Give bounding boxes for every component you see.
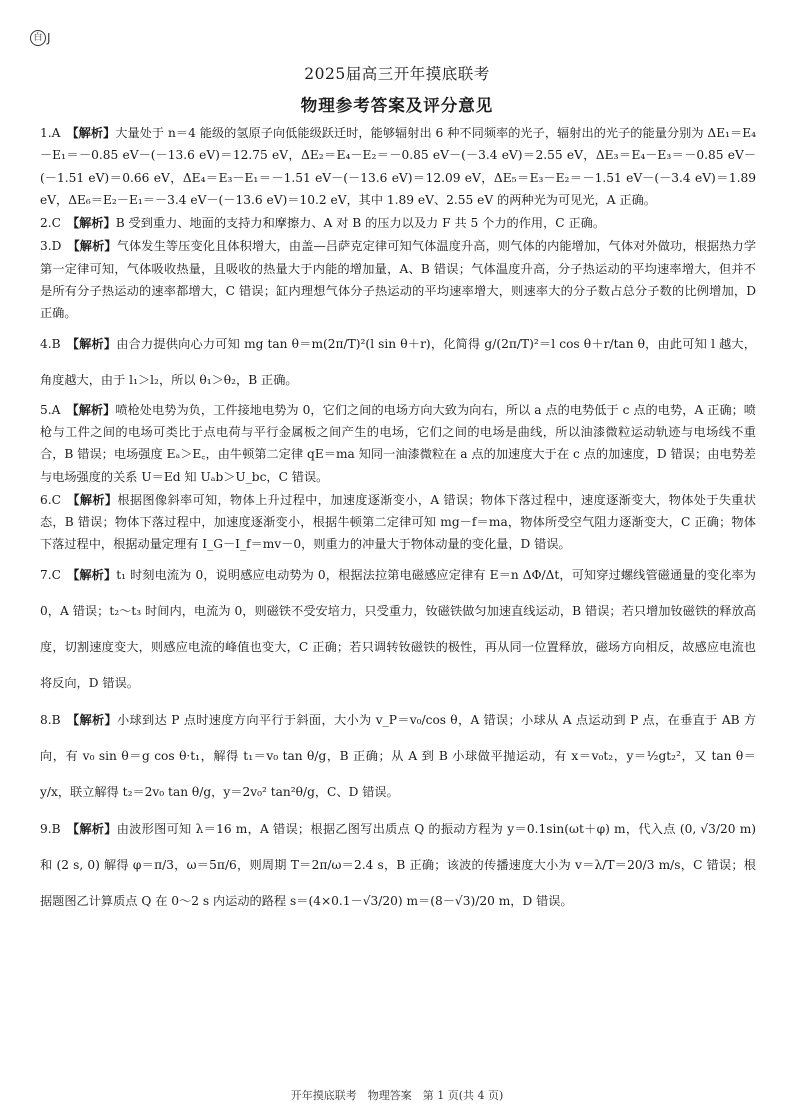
answer-item-7: 7.C 【解析】t₁ 时刻电流为 0，说明感应电动势为 0，根据法拉第电磁感应定律有 E＝n ΔΦ/Δt，可知穿过螺线管磁通量的变化率为 0，A 错误；t₂～t₃ 时间内，电流为 0，则磁铁不受安培力，只受重力，钕磁铁做匀加速直线运动，B 错误；若只增加钕磁铁的释放高度，切割速度变大，则感应电流的峰值也变大，C 正确；若只调转钕磁铁的极性，再从同一位置释放，磁场方向相反，故感应电流也将反向，D 错误。 bbox=[40, 567, 756, 690]
answer-text: 由合力提供向心力可知 mg tan θ＝m(2π/T)²(l sin θ＋r)，化简得 g/(2π/T)²＝l cos θ＋r/tan θ，由此可知 l 越大，角度越大，由于 l₁＞l₂，所以 θ₁＞θ₂，B 正确。 bbox=[40, 336, 756, 387]
answer-item-8: 8.B 【解析】小球到达 P 点时速度方向平行于斜面，大小为 v_P＝v₀/cos θ，A 错误；小球从 A 点运动到 P 点，在垂直于 AB 方向，有 v₀ sin θ＝g cos θ·t₁，解得 t₁＝v₀ tan θ/g，B 正确；从 A 到 B 小球做平抛运动，有 x＝v₀t₂，y＝½gt₂²，又 tan θ＝y/x，联立解得 t₂＝2v₀ tan θ/g，y＝2v₀² tan²θ/g，C、D 错误。 bbox=[40, 712, 757, 799]
school-logo: 白 J bbox=[30, 30, 51, 46]
answer-list bbox=[40, 122, 756, 920]
answer-text: 小球到达 P 点时速度方向平行于斜面，大小为 v_P＝v₀/cos θ，A 错误；小球从 A 点运动到 P 点，在垂直于 AB 方向，有 v₀ sin θ＝g cos θ·t₁，解得 t₁＝v₀ tan θ/g，B 正确；从 A 到 B 小球做平抛运动，有 x＝v₀t₂，y＝½gt₂²，又 tan θ＝y/x，联立解得 t₂＝2v₀ tan θ/g，y＝2v₀² tan²θ/g，C、D 错误。 bbox=[40, 712, 757, 799]
answer-item-9: 9.B 【解析】由波形图可知 λ＝16 m，A 错误；根据乙图写出质点 Q 的振动方程为 y＝0.1sin(ωt＋φ) m，代入点 (0, √3/20 m) 和 (2 s, 0) 解得 φ＝π/3，ω＝5π/6，则周期 T＝2π/ω＝2.4 s，B 正确；该波的传播速度大小为 v＝λ/T＝20/3 m/s，C 错误；根据题图乙计算质点 Q 在 0～2 s 内运动的路程 s＝(4×0.1－√3/20) m＝(8－√3)/20 m，D 错误。 bbox=[40, 821, 756, 908]
logo-circle-icon: 白 bbox=[30, 30, 46, 46]
answer-text: 喷枪处电势为负，工件接地电势为 0，它们之间的电场方向大致为向右，所以 a 点的电势低于 c 点的电势，A 正确；喷枪与工件之间的电场可类比于点电荷与平行金属板之间产生的电场，它们之间的电场是曲线，所以油漆微粒运动轨迹与电场线不重合，B 错误；电场强度 Eₐ＞E꜀，由牛顿第二定律 qE＝ma 知同一油漆微粒在 a 点的加速度大于在 c 点的加速度，D 错误；由电势差与电场强度的关系 U＝Ed 知 Uₐb＞U_bc，C 错误。 bbox=[40, 402, 756, 484]
answer-text: B 受到重力、地面的支持力和摩擦力、A 对 B 的压力以及力 F 共 5 个力的作用，C 正确。 bbox=[115, 216, 606, 231]
answer-item-2: 2.C 【解析】B 受到重力、地面的支持力和摩擦力、A 对 B 的压力以及力 F 共 5 个力的作用，C 正确。 bbox=[40, 216, 606, 231]
answer-text: t₁ 时刻电流为 0，说明感应电动势为 0，根据法拉第电磁感应定律有 E＝n ΔΦ/Δt，可知穿过螺线管磁通量的变化率为 0，A 错误；t₂～t₃ 时间内，电流为 0，则磁铁不受安培力，只受重力，钕磁铁做匀加速直线运动，B 错误；若只增加钕磁铁的释放高度，切割速度变大，则感应电流的峰值也变大，C 正确；若只调转钕磁铁的极性，再从同一位置释放，磁场方向相反，故感应电流也将反向，D 错误。 bbox=[40, 567, 756, 690]
document-title: 物理参考答案及评分意见 bbox=[300, 96, 494, 115]
answer-text: 由波形图可知 λ＝16 m，A 错误；根据乙图写出质点 Q 的振动方程为 y＝0.1sin(ωt＋φ) m，代入点 (0, √3/20 m) 和 (2 s, 0) 解得 φ＝π/3，ω＝5π/6，则周期 T＝2π/ω＝2.4 s，B 正确；该波的传播速度大小为 v＝λ/T＝20/3 m/s，C 错误；根据题图乙计算质点 Q 在 0～2 s 内运动的路程 s＝(4×0.1－√3/20) m＝(8－√3)/20 m，D 错误。 bbox=[40, 821, 756, 908]
answer-item-3: 3.D 【解析】气体发生等压变化且体积增大，由盖—吕萨克定律可知气体温度升高，则气体的内能增加，气体对外做功，根据热力学第一定律可知，气体吸收热量，且吸收的热量大于内能的增加量，A、B 错误；气体温度升高，分子热运动的平均速率增大，但并不是所有分子热运动的速率都增大，C 错误；缸内理想气体分子热运动的平均速率增大，则速率大的分子数占总分子数的比例增加，D 正确。 bbox=[40, 239, 757, 321]
page-footer: 开年摸底联考 物理答案 第 1 页(共 4 页) bbox=[290, 1089, 504, 1102]
answer-text: 根据图像斜率可知，物体上升过程中，加速度逐渐变小，A 错误；物体下落过程中，速度逐渐变大，物体处于失重状态，B 错误；物体下落过程中，加速度逐渐变小，根据牛顿第二定律可知 mg－f＝ma，物体所受空气阻力逐渐变大，C 正确；物体下落过程中，根据动量定理有 I_G－I_f＝mv－0，则重力的冲量大于物体动量的变化量，D 错误。 bbox=[40, 492, 756, 552]
answer-text: 大量处于 n＝4 能级的氢原子向低能级跃迁时，能够辐射出 6 种不同频率的光子，辐射出的光子的能量分别为 ΔE₁＝E₄－E₁＝－0.85 eV－(－13.6 eV)＝12.75 eV，ΔE₂＝E₄－E₂＝－0.85 eV－(－3.4 eV)＝2.55 eV，ΔE₃＝E₄－E₃＝－0.85 eV－(－1.51 eV)＝0.66 eV，ΔE₄＝E₃－E₁＝－1.51 eV－(－13.6 eV)＝12.09 eV，ΔE₅＝E₃－E₂＝－1.51 eV－(－3.4 eV)＝1.89 eV，ΔE₆＝E₂－E₁＝－3.4 eV－(－13.6 eV)＝10.2 eV，其中 1.89 eV、2.55 eV 的两种光为可见光，A 正确。 bbox=[40, 126, 757, 207]
answer-item-4: 4.B 【解析】由合力提供向心力可知 mg tan θ＝m(2π/T)²(l sin θ＋r)，化简得 g/(2π/T)²＝l cos θ＋r/tan θ，由此可知 l 越大，角度越大，由于 l₁＞l₂，所以 θ₁＞θ₂，B 正确。 bbox=[40, 336, 756, 387]
exam-title: 2025届高三开年摸底联考 bbox=[304, 65, 490, 83]
answer-item-6: 6.C 【解析】根据图像斜率可知，物体上升过程中，加速度逐渐变小，A 错误；物体下落过程中，速度逐渐变大，物体处于失重状态，B 错误；物体下落过程中，加速度逐渐变小，根据牛顿第二定律可知 mg－f＝ma，物体所受空气阻力逐渐变大，C 正确；物体下落过程中，根据动量定理有 I_G－I_f＝mv－0，则重力的冲量大于物体动量的变化量，D 错误。 bbox=[40, 492, 756, 552]
answer-item-5: 5.A 【解析】喷枪处电势为负，工件接地电势为 0，它们之间的电场方向大致为向右，所以 a 点的电势低于 c 点的电势，A 正确；喷枪与工件之间的电场可类比于点电荷与平行金属板之间产生的电场，它们之间的电场是曲线，所以油漆微粒运动轨迹与电场线不重合，B 错误；电场强度 Eₐ＞E꜀，由牛顿第二定律 qE＝ma 知同一油漆微粒在 a 点的加速度大于在 c 点的加速度，D 错误；由电势差与电场强度的关系 U＝Ed 知 Uₐb＞U_bc，C 错误。 bbox=[40, 402, 756, 484]
answer-item-1: 1.A 【解析】大量处于 n＝4 能级的氢原子向低能级跃迁时，能够辐射出 6 种不同频率的光子，辐射出的光子的能量分别为 ΔE₁＝E₄－E₁＝－0.85 eV－(－13.6 eV)＝12.75 eV，ΔE₂＝E₄－E₂＝－0.85 eV－(－3.4 eV)＝2.55 eV，ΔE₃＝E₄－E₃＝－0.85 eV－(－1.51 eV)＝0.66 eV，ΔE₄＝E₃－E₁＝－1.51 eV－(－13.6 eV)＝12.09 eV，ΔE₅＝E₃－E₂＝－1.51 eV－(－3.4 eV)＝1.89 eV，ΔE₆＝E₂－E₁＝－3.4 eV－(－13.6 eV)＝10.2 eV，其中 1.89 eV、2.55 eV 的两种光为可见光，A 正确。 bbox=[40, 126, 757, 207]
answer-text: 气体发生等压变化且体积增大，由盖—吕萨克定律可知气体温度升高，则气体的内能增加，气体对外做功，根据热力学第一定律可知，气体吸收热量，且吸收的热量大于内能的增加量，A、B 错误；气体温度升高，分子热运动的平均速率增大，但并不是所有分子热运动的速率都增大，C 错误；缸内理想气体分子热运动的平均速率增大，则速率大的分子数占总分子数的比例增加，D 正确。 bbox=[40, 239, 757, 321]
